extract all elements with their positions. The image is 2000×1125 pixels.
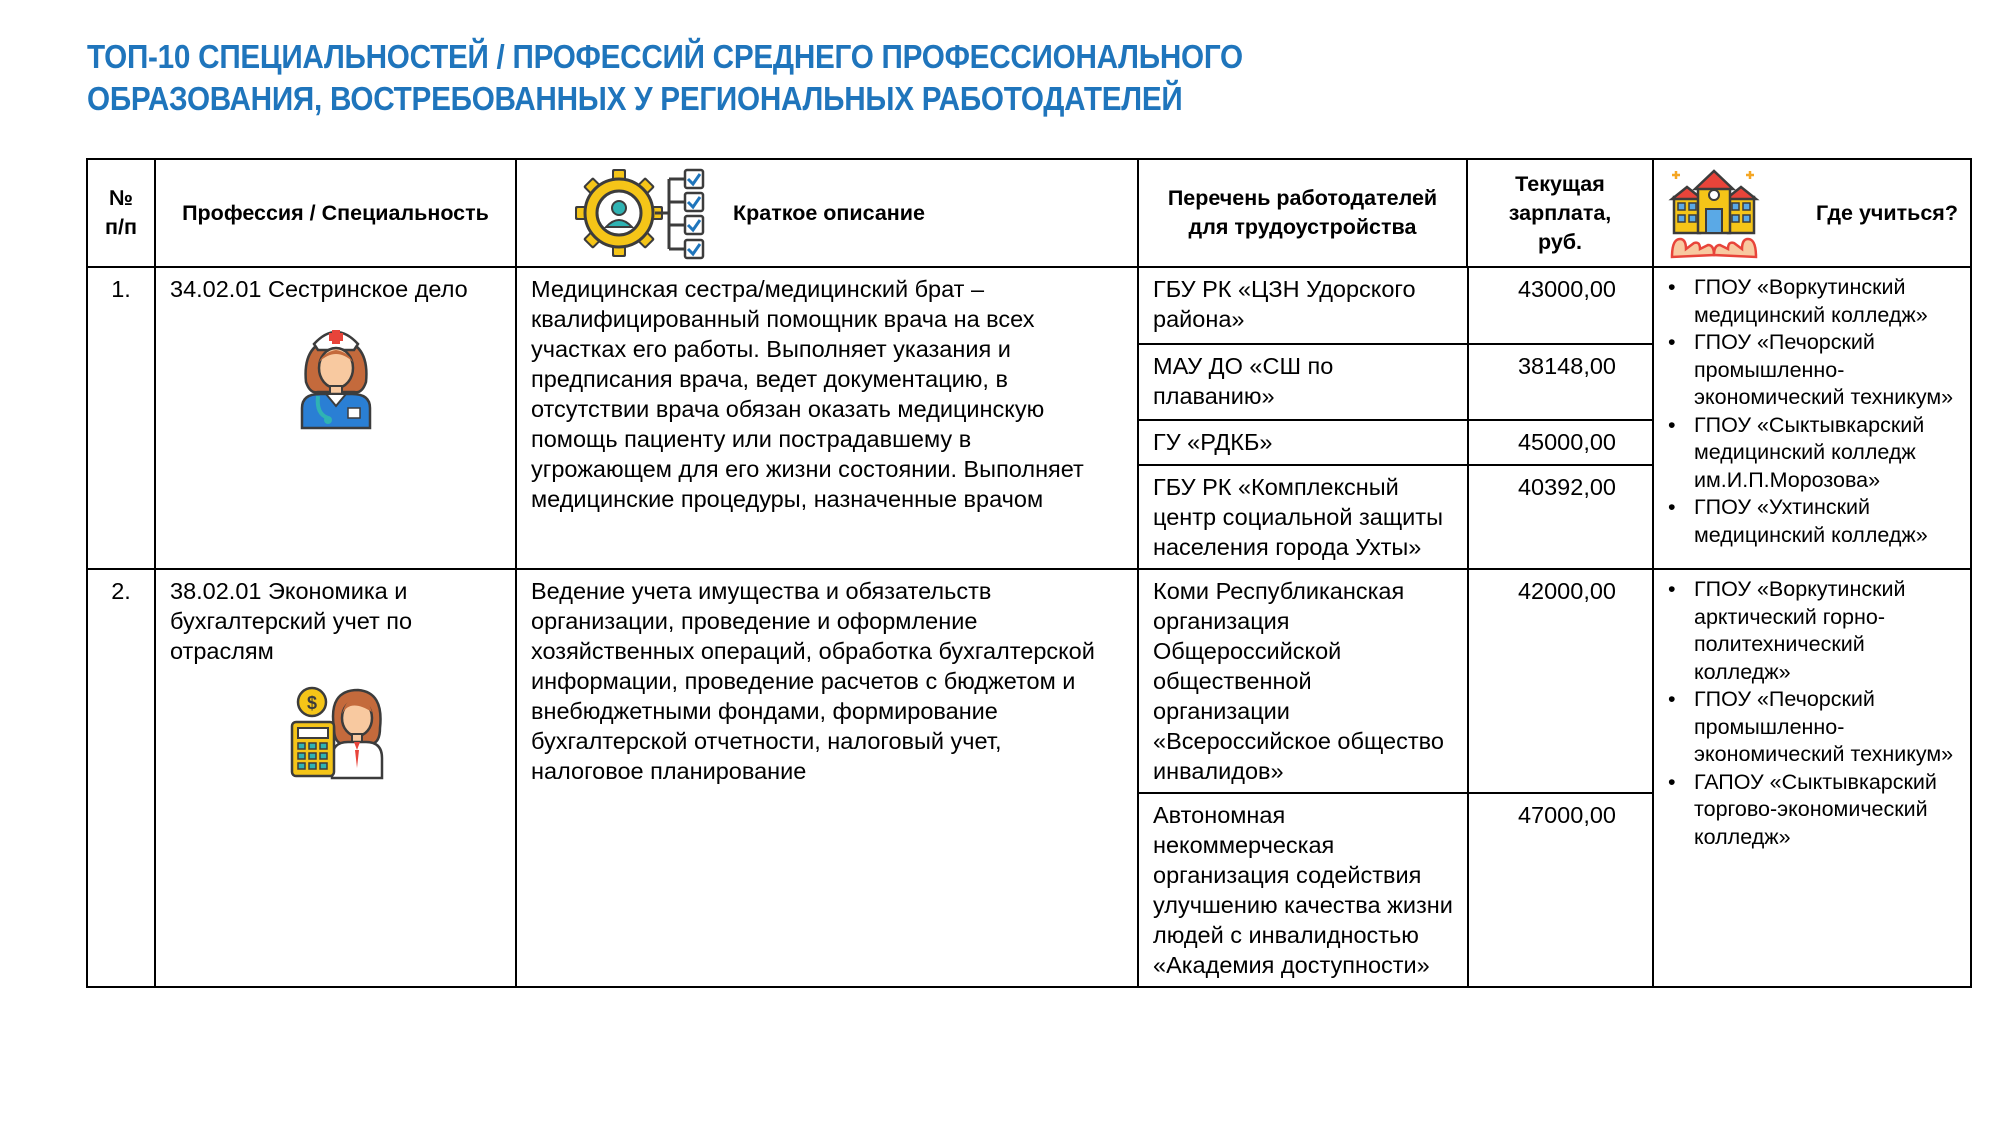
- employer-row: [1139, 793, 1654, 986]
- table-header-row: [87, 159, 1971, 267]
- professions-table: [86, 158, 1972, 988]
- employer-salary: 42000,00: [1468, 570, 1654, 793]
- employer-name: ГБУ РК «ЦЗН Удорского района»: [1139, 268, 1468, 344]
- employer-row: [1139, 344, 1654, 420]
- row-num: 2.: [87, 569, 155, 987]
- employer-row: [1139, 465, 1654, 568]
- employer-row: [1139, 570, 1654, 793]
- gear-checklist-icon: [575, 165, 711, 261]
- employer-salary: 43000,00: [1468, 268, 1654, 344]
- employer-row: [1139, 420, 1654, 465]
- header-profession: Профессия / Специальность: [155, 159, 516, 267]
- table-row: [87, 569, 1971, 987]
- employer-name: ГУ «РДКБ»: [1139, 420, 1468, 465]
- employer-salary: 47000,00: [1468, 793, 1654, 986]
- row-employers: [1138, 569, 1653, 987]
- school-item: • ГАПОУ «Сыктывкарский торгово-экономический колледж»: [1664, 769, 1962, 852]
- row-profession: [155, 569, 516, 987]
- school-item: • ГПОУ «Воркутинский арктический горно-политехнический колледж»: [1664, 576, 1962, 686]
- school-item: • ГПОУ «Воркутинский медицинский колледж»: [1664, 274, 1962, 329]
- header-num: № п/п: [87, 159, 155, 267]
- school-item: • ГПОУ «Печорский промышленно-экономический техникум»: [1664, 686, 1962, 769]
- row-employers: [1138, 267, 1653, 569]
- nurse-icon: [296, 322, 376, 430]
- header-description: Краткое описание: [516, 159, 1138, 267]
- row-num: 1.: [87, 267, 155, 569]
- profession-label: 34.02.01 Сестринское дело: [170, 276, 468, 302]
- header-employers: Перечень работодателей для трудоустройства: [1138, 159, 1467, 267]
- employer-name: Автономная некоммерческая организация содействия улучшению качества жизни людей с инвалидностью «Академия доступности»: [1153, 802, 1453, 978]
- school-item: • ГПОУ «Сыктывкарский медицинский колледж им.И.П.Морозова»: [1664, 412, 1962, 495]
- header-where: Где учиться?: [1653, 159, 1971, 267]
- school-item: • ГПОУ «Печорский промышленно-экономический техникум»: [1664, 329, 1962, 412]
- employer-salary: 45000,00: [1468, 420, 1654, 465]
- employer-row: [1139, 268, 1654, 344]
- employer-salary: 38148,00: [1468, 344, 1654, 420]
- school-building-icon: [1668, 165, 1760, 261]
- accountant-icon: [288, 684, 384, 780]
- row-schools: [1653, 267, 1971, 569]
- row-description: Ведение учета имущества и обязательств организации, проведение и оформление хозяйственных операций, обработка бухгалтерской информации, проведение расчетов с бюджетом и внебюджетными фондами, формирование бухгалтерской отчетности, налоговый учет, налоговое планирование: [516, 569, 1138, 987]
- header-salary: Текущая зарплата, руб.: [1467, 159, 1653, 267]
- employer-name: Коми Республиканская организация Общероссийской общественной организации «Всероссийское общество инвалидов»: [1139, 570, 1468, 793]
- row-description: Медицинская сестра/медицинский брат – квалифицированный помощник врача на всех участках его работы. Выполняет указания и предписания врача, ведет документацию, в отсутствии врача обязан оказать медицинскую помощь пациенту или пострадавшему в угрожающем для его жизни состоянии. Выполняет медицинские процедуры, назначенные врачом: [516, 267, 1138, 569]
- employer-salary: 40392,00: [1468, 465, 1654, 568]
- profession-label: 38.02.01 Экономика и бухгалтерский учет по отраслям: [170, 578, 413, 664]
- school-item: • ГПОУ «Ухтинский медицинский колледж»: [1664, 494, 1962, 549]
- svg-text:$: $: [306, 693, 317, 713]
- table-row: [87, 267, 1971, 569]
- page-title-line-2: ОБРАЗОВАНИЯ, ВОСТРЕБОВАННЫХ У РЕГИОНАЛЬНЫХ РАБОТОДАТЕЛЕЙ: [87, 80, 1183, 117]
- employer-name: МАУ ДО «СШ по плаванию»: [1139, 344, 1468, 420]
- row-schools: [1653, 569, 1971, 987]
- page-title-line-1: ТОП-10 СПЕЦИАЛЬНОСТЕЙ / ПРОФЕССИЙ СРЕДНЕГО ПРОФЕССИОНАЛЬНОГО: [87, 38, 1243, 75]
- employer-name: ГБУ РК «Комплексный центр социальной защиты населения города Ухты»: [1153, 474, 1443, 560]
- page-title: [87, 36, 1617, 120]
- row-profession: [155, 267, 516, 569]
